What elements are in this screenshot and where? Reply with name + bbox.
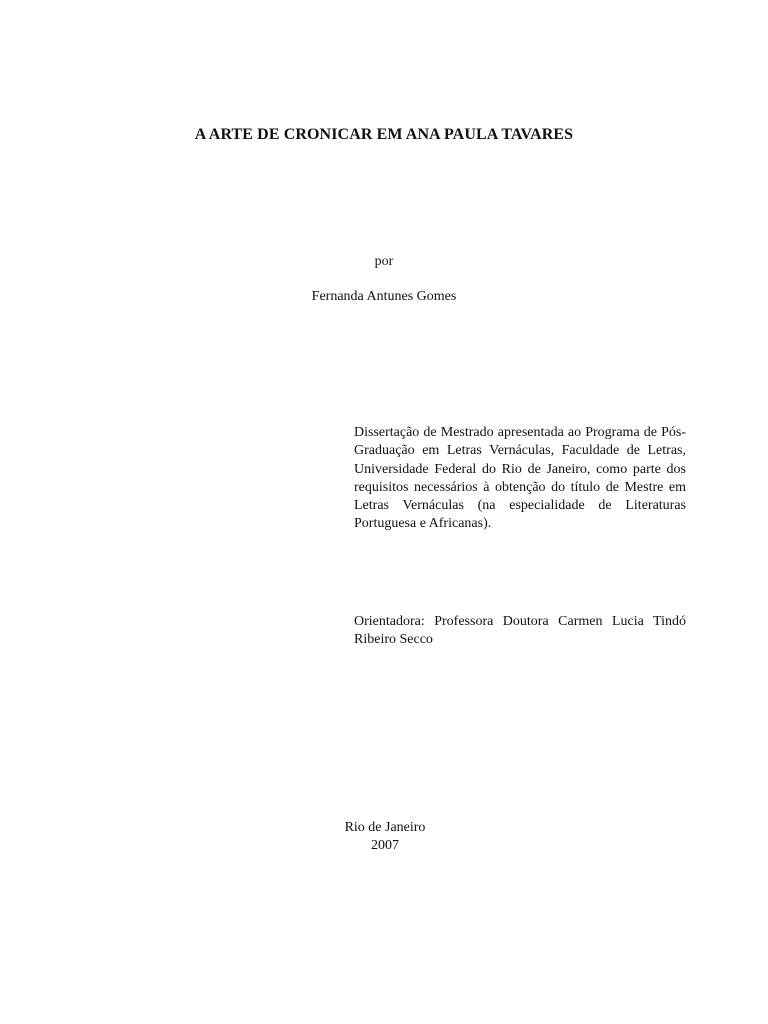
year: 2007 [371, 838, 399, 853]
place-date-block [285, 819, 485, 855]
document-title: A ARTE DE CRONICAR EM ANA PAULA TAVARES [194, 126, 574, 143]
by-label: por [374, 254, 394, 269]
advisor-line: Orientadora: Professora Doutora Carmen Lucia Tindó Ribeiro Secco [354, 614, 686, 648]
place: Rio de Janeiro [344, 820, 426, 835]
author-name: Fernanda Antunes Gomes [311, 289, 457, 304]
dissertation-description: Dissertação de Mestrado apresentada ao Programa de Pós-Graduação em Letras Vernáculas, Faculdade de Letras, Universidade Federal do Rio de Janeiro, como parte dos requisitos necessários à obtenção do título de Mestre em Letras Vernáculas (na especialidade de Literaturas Portuguesa e Africanas). [354, 425, 686, 532]
